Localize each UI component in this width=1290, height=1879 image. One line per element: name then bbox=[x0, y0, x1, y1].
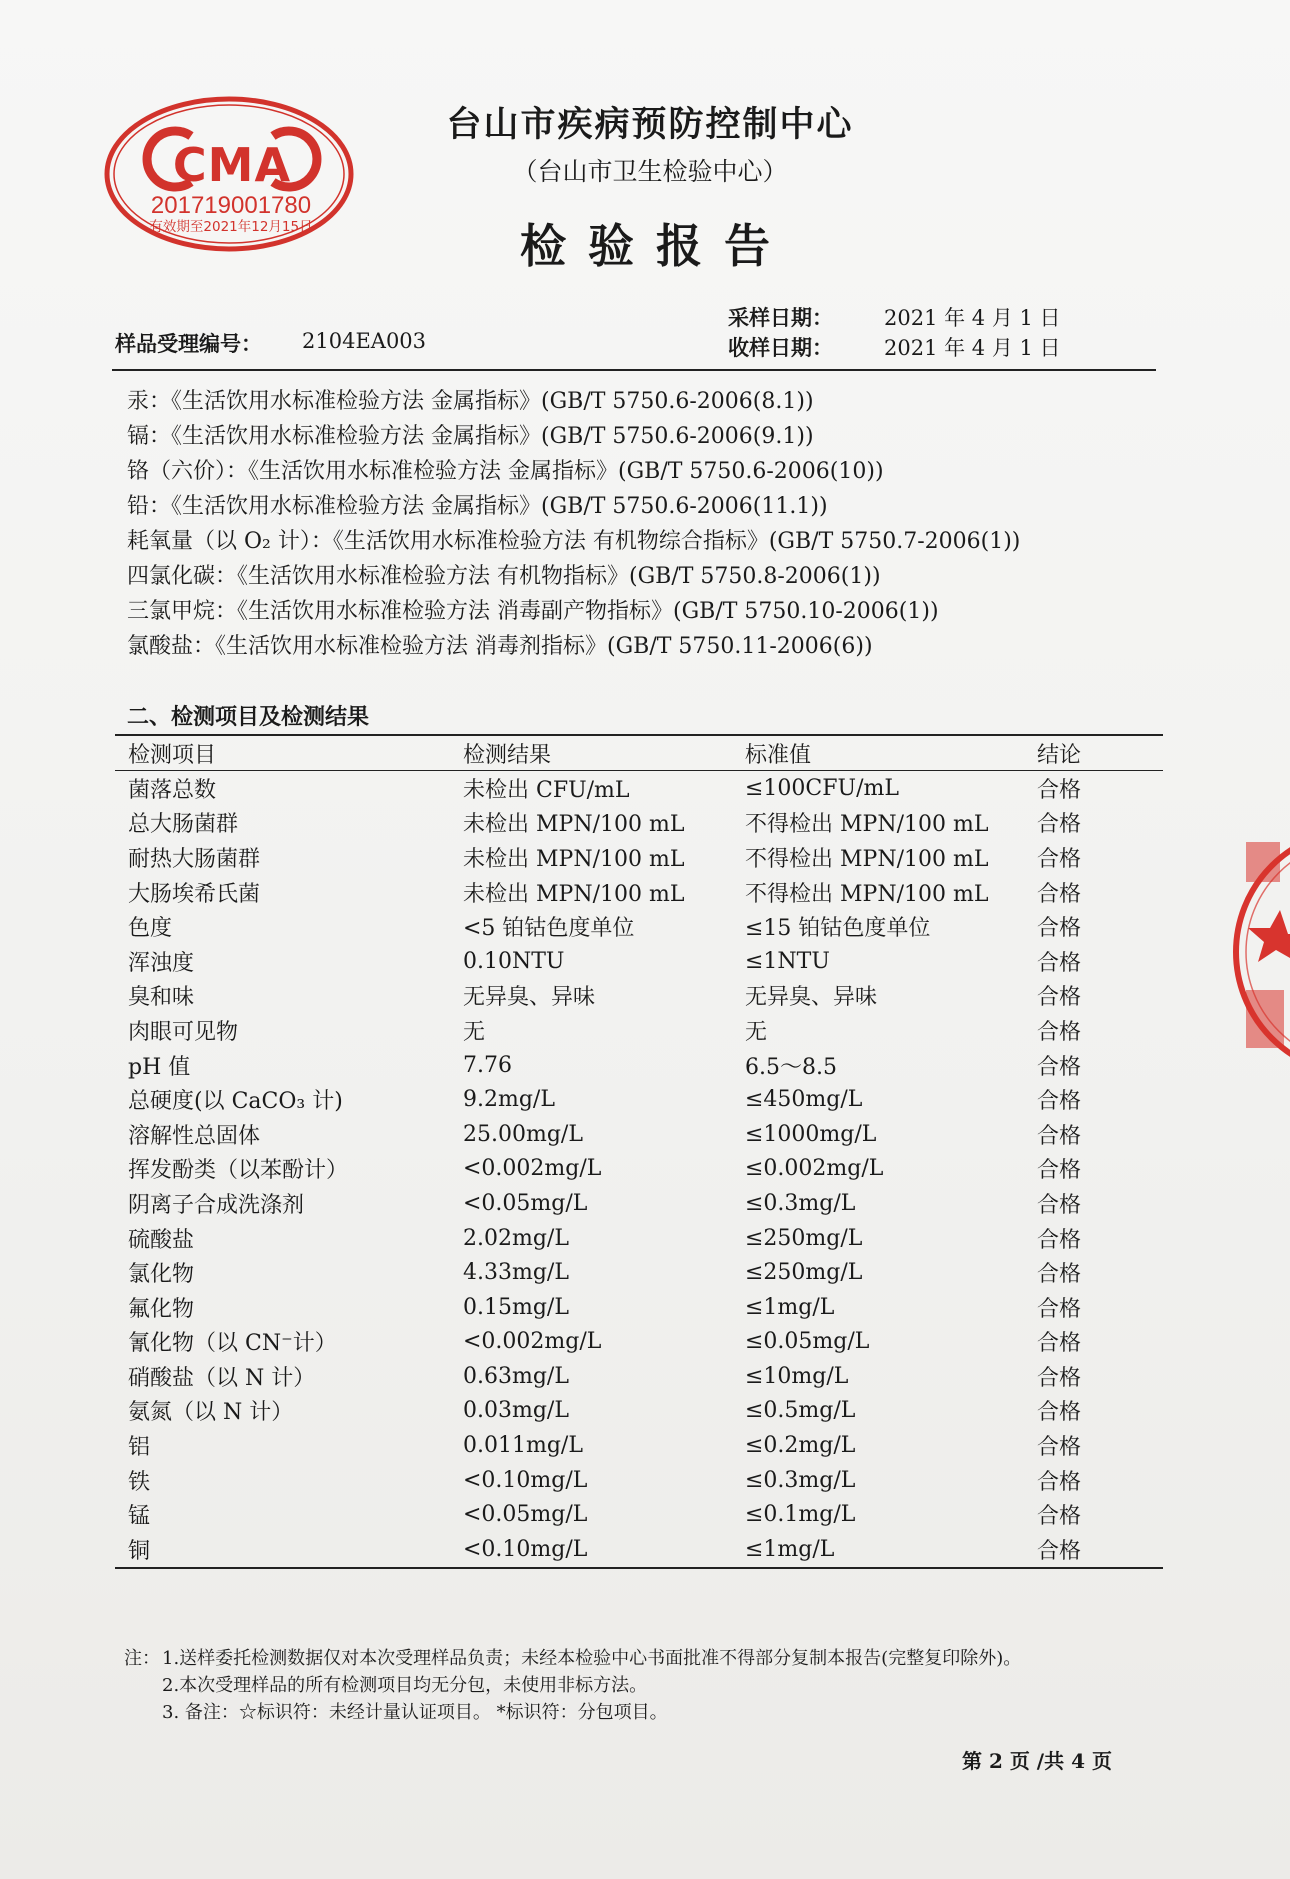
table-row bbox=[115, 1532, 1163, 1568]
cell-conclusion: 合格 bbox=[1037, 1262, 1082, 1288]
cell-item: 铜 bbox=[128, 1538, 151, 1564]
cell-result: 0.03mg/L bbox=[463, 1398, 569, 1424]
cell-result: <0.10mg/L bbox=[463, 1467, 588, 1493]
table-row bbox=[115, 875, 1163, 910]
cell-conclusion: 合格 bbox=[1037, 1538, 1082, 1564]
cell-item: 铁 bbox=[128, 1469, 151, 1495]
sampling-date-value: 2021 年 4 月 1 日 bbox=[884, 306, 1061, 330]
cell-result: 25.00mg/L bbox=[463, 1121, 583, 1147]
table-row bbox=[115, 771, 1163, 806]
table-row bbox=[115, 1255, 1163, 1290]
receipt-date-label: 收样日期： bbox=[728, 336, 833, 360]
cell-item: 氯化物 bbox=[128, 1262, 195, 1288]
cell-standard: ≤0.002mg/L bbox=[745, 1156, 884, 1182]
cell-item: 浑浊度 bbox=[128, 950, 195, 976]
cell-standard: 不得检出 MPN/100 mL bbox=[745, 812, 989, 838]
table-row bbox=[115, 1394, 1163, 1429]
column-header-standard: 标准值 bbox=[745, 735, 1037, 771]
method-item: 氯酸盐：《生活饮用水标准检验方法 消毒剂指标》(GB/T 5750.11-2006(6)) bbox=[127, 634, 873, 659]
cell-conclusion: 合格 bbox=[1037, 1089, 1082, 1115]
cell-conclusion: 合格 bbox=[1037, 1158, 1082, 1184]
table-row bbox=[115, 1359, 1163, 1394]
cell-item: 菌落总数 bbox=[128, 777, 217, 803]
cma-mark-text: CMA bbox=[172, 138, 292, 192]
method-item: 汞：《生活饮用水标准检验方法 金属指标》(GB/T 5750.6-2006(8.1)) bbox=[127, 389, 814, 414]
cell-conclusion: 合格 bbox=[1037, 812, 1082, 838]
table-row bbox=[115, 1082, 1163, 1117]
page-indicator: 第 2 页 /共 4 页 bbox=[962, 1749, 1112, 1773]
cell-result: <5 铂钴色度单位 bbox=[463, 916, 635, 942]
cell-result: 0.63mg/L bbox=[463, 1363, 569, 1389]
cell-result: 未检出 MPN/100 mL bbox=[463, 881, 685, 907]
cell-standard: ≤0.5mg/L bbox=[745, 1398, 856, 1424]
cell-standard: ≤1mg/L bbox=[745, 1294, 835, 1320]
cell-standard: ≤0.3mg/L bbox=[745, 1467, 856, 1493]
sample-id-value: 2104EA003 bbox=[302, 329, 427, 353]
cell-standard: ≤0.05mg/L bbox=[745, 1329, 870, 1355]
cell-item: 硝酸盐（以 N 计） bbox=[128, 1365, 316, 1391]
cell-conclusion: 合格 bbox=[1037, 1296, 1082, 1322]
org-name: 台山市疾病预防控制中心 bbox=[446, 105, 854, 145]
cell-conclusion: 合格 bbox=[1037, 1400, 1082, 1426]
cell-standard: ≤250mg/L bbox=[745, 1260, 863, 1286]
cell-item: 溶解性总固体 bbox=[128, 1123, 261, 1149]
cell-result: 未检出 CFU/mL bbox=[463, 777, 630, 803]
cell-conclusion: 合格 bbox=[1037, 777, 1082, 803]
cell-conclusion: 合格 bbox=[1037, 985, 1082, 1011]
cell-result: <0.002mg/L bbox=[463, 1329, 602, 1355]
cell-item: 氰化物（以 CN⁻计） bbox=[128, 1331, 337, 1357]
cma-stamp-validity: 有效期至2021年12月15日 bbox=[149, 219, 313, 235]
cell-result: <0.10mg/L bbox=[463, 1536, 588, 1562]
table-row bbox=[115, 944, 1163, 979]
table-row bbox=[115, 979, 1163, 1014]
note-line: 3. 备注：☆标识符：未经计量认证项目。 *标识符：分包项目。 bbox=[162, 1702, 668, 1723]
cell-result: 无 bbox=[463, 1019, 486, 1045]
method-list bbox=[127, 384, 1020, 664]
table-row bbox=[115, 1290, 1163, 1325]
method-item: 铅：《生活饮用水标准检验方法 金属指标》(GB/T 5750.6-2006(11.1)) bbox=[127, 494, 828, 519]
cell-result: <0.05mg/L bbox=[463, 1190, 588, 1216]
cell-item: 挥发酚类（以苯酚计） bbox=[128, 1158, 349, 1184]
cell-conclusion: 合格 bbox=[1037, 1365, 1082, 1391]
table-row bbox=[115, 1048, 1163, 1083]
cell-result: 0.011mg/L bbox=[463, 1433, 583, 1459]
sampling-date-label: 采样日期： bbox=[728, 306, 833, 330]
cell-conclusion: 合格 bbox=[1037, 950, 1082, 976]
table-row bbox=[115, 806, 1163, 841]
table-row bbox=[115, 1221, 1163, 1256]
column-header-result: 检测结果 bbox=[463, 735, 745, 771]
cell-item: 耐热大肠菌群 bbox=[128, 846, 261, 872]
cell-conclusion: 合格 bbox=[1037, 1019, 1082, 1045]
table-row bbox=[115, 1497, 1163, 1532]
cell-standard: 无 bbox=[745, 1019, 768, 1045]
table-header-row bbox=[115, 735, 1163, 771]
note-line: 2.本次受理样品的所有检测项目均无分包，未使用非标方法。 bbox=[162, 1675, 648, 1696]
cell-result: 未检出 MPN/100 mL bbox=[463, 812, 685, 838]
cell-item: 阴离子合成洗涤剂 bbox=[128, 1192, 305, 1218]
header-divider bbox=[112, 369, 1156, 371]
report-title: 检验报告 bbox=[520, 219, 792, 273]
cell-standard: ≤250mg/L bbox=[745, 1225, 863, 1251]
cell-conclusion: 合格 bbox=[1037, 1469, 1082, 1495]
cell-standard: ≤0.3mg/L bbox=[745, 1190, 856, 1216]
cell-result: 无异臭、异味 bbox=[463, 985, 596, 1011]
table-row bbox=[115, 1463, 1163, 1498]
cell-standard: ≤1000mg/L bbox=[745, 1121, 877, 1147]
cell-standard: 不得检出 MPN/100 mL bbox=[745, 846, 989, 872]
cell-result: 2.02mg/L bbox=[463, 1225, 569, 1251]
cell-item: 总硬度(以 CaCO₃ 计) bbox=[128, 1089, 343, 1115]
cell-standard: ≤100CFU/mL bbox=[745, 775, 899, 801]
cell-item: 色度 bbox=[128, 916, 173, 942]
results-table bbox=[115, 734, 1163, 1569]
column-header-item: 检测项目 bbox=[115, 735, 463, 771]
cell-standard: ≤0.2mg/L bbox=[745, 1433, 856, 1459]
method-item: 三氯甲烷：《生活饮用水标准检验方法 消毒副产物指标》(GB/T 5750.10-2006(1)) bbox=[127, 599, 939, 624]
cell-result: <0.002mg/L bbox=[463, 1156, 602, 1182]
cell-conclusion: 合格 bbox=[1037, 1331, 1082, 1357]
cell-item: 肉眼可见物 bbox=[128, 1019, 239, 1045]
method-item: 铬（六价）：《生活饮用水标准检验方法 金属指标》(GB/T 5750.6-2006(10)) bbox=[127, 459, 884, 484]
table-row bbox=[115, 1428, 1163, 1463]
cell-item: 硫酸盐 bbox=[128, 1227, 195, 1253]
star-icon bbox=[1248, 910, 1290, 962]
cell-standard: 6.5～8.5 bbox=[745, 1054, 837, 1080]
cell-standard: ≤1NTU bbox=[745, 948, 830, 974]
notes bbox=[124, 1645, 1021, 1726]
cell-result: <0.05mg/L bbox=[463, 1502, 588, 1528]
table-row bbox=[115, 840, 1163, 875]
cell-standard: 不得检出 MPN/100 mL bbox=[745, 881, 989, 907]
cell-result: 9.2mg/L bbox=[463, 1087, 555, 1113]
receipt-date-value: 2021 年 4 月 1 日 bbox=[884, 336, 1061, 360]
cell-item: 臭和味 bbox=[128, 985, 195, 1011]
cell-item: pH 值 bbox=[128, 1054, 191, 1080]
cell-item: 氟化物 bbox=[128, 1296, 195, 1322]
table-row bbox=[115, 1117, 1163, 1152]
cma-stamp-number: 201719001780 bbox=[150, 192, 312, 219]
cell-item: 大肠埃希氏菌 bbox=[128, 881, 261, 907]
cell-item: 总大肠菌群 bbox=[128, 812, 239, 838]
cell-item: 铝 bbox=[128, 1435, 151, 1461]
cell-conclusion: 合格 bbox=[1037, 1123, 1082, 1149]
note-line: 1.送样委托检测数据仅对本次受理样品负责；未经本检验中心书面批准不得部分复制本报告(完整复印除外)。 bbox=[162, 1648, 1022, 1669]
cell-standard: ≤1mg/L bbox=[745, 1536, 835, 1562]
cell-result: 0.15mg/L bbox=[463, 1294, 569, 1320]
column-header-conclusion: 结论 bbox=[1037, 735, 1163, 771]
org-subname: （台山市卫生检验中心） bbox=[512, 157, 788, 186]
cell-conclusion: 合格 bbox=[1037, 916, 1082, 942]
table-row bbox=[115, 1152, 1163, 1187]
cell-standard: ≤450mg/L bbox=[745, 1087, 863, 1113]
cell-item: 氨氮（以 N 计） bbox=[128, 1400, 294, 1426]
cell-conclusion: 合格 bbox=[1037, 1227, 1082, 1253]
cell-result: 未检出 MPN/100 mL bbox=[463, 846, 685, 872]
cell-standard: ≤15 铂钴色度单位 bbox=[745, 916, 931, 942]
cell-result: 7.76 bbox=[463, 1052, 512, 1078]
cell-conclusion: 合格 bbox=[1037, 1192, 1082, 1218]
cell-conclusion: 合格 bbox=[1037, 1435, 1082, 1461]
table-row bbox=[115, 1013, 1163, 1048]
cell-conclusion: 合格 bbox=[1037, 846, 1082, 872]
cell-conclusion: 合格 bbox=[1037, 1504, 1082, 1530]
method-item: 镉：《生活饮用水标准检验方法 金属指标》(GB/T 5750.6-2006(9.1)) bbox=[127, 424, 814, 449]
cell-standard: ≤0.1mg/L bbox=[745, 1502, 856, 1528]
cell-conclusion: 合格 bbox=[1037, 881, 1082, 907]
method-item: 耗氧量（以 O₂ 计）：《生活饮用水标准检验方法 有机物综合指标》(GB/T 5750.7-2006(1)) bbox=[127, 529, 1021, 554]
table-row bbox=[115, 909, 1163, 944]
method-item: 四氯化碳：《生活饮用水标准检验方法 有机物指标》(GB/T 5750.8-2006(1)) bbox=[127, 564, 881, 589]
notes-prefix: 注： bbox=[124, 1648, 160, 1669]
cell-conclusion: 合格 bbox=[1037, 1054, 1082, 1080]
partial-stamp bbox=[1228, 822, 1290, 1082]
table-row bbox=[115, 1186, 1163, 1221]
table-row bbox=[115, 1325, 1163, 1360]
cell-item: 锰 bbox=[128, 1504, 151, 1530]
cell-result: 4.33mg/L bbox=[463, 1260, 569, 1286]
cell-standard: 无异臭、异味 bbox=[745, 985, 878, 1011]
cell-standard: ≤10mg/L bbox=[745, 1363, 849, 1389]
cell-result: 0.10NTU bbox=[463, 948, 565, 974]
results-section-title: 二、检测项目及检测结果 bbox=[127, 705, 370, 730]
sample-id-label: 样品受理编号： bbox=[115, 332, 262, 356]
